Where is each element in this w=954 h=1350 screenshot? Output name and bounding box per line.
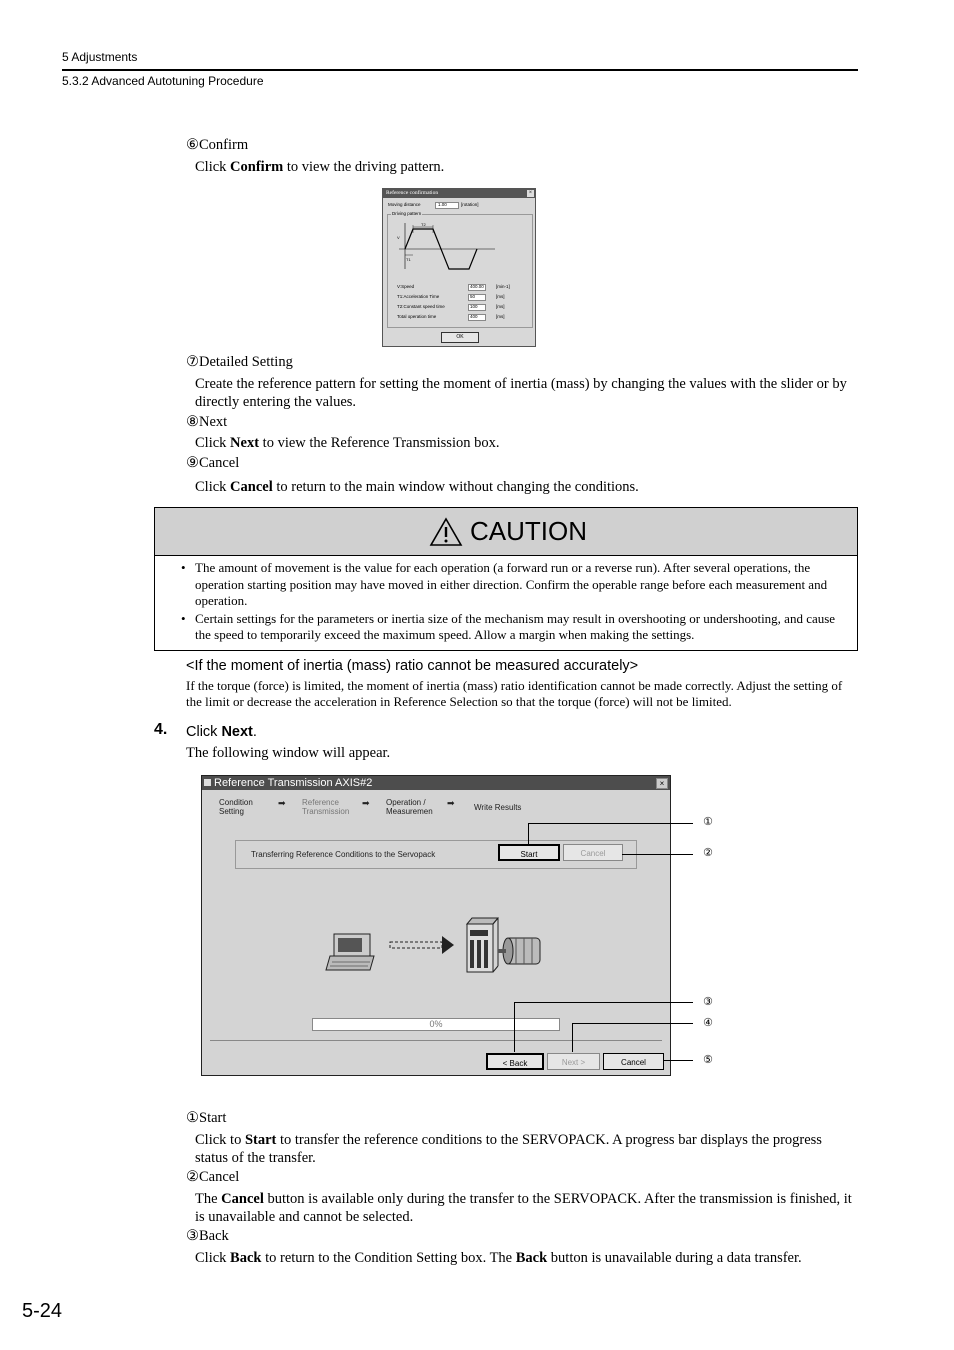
window-separator: [210, 1040, 662, 1041]
close-icon[interactable]: ×: [528, 190, 533, 196]
item-start-body: Click to Start to transfer the reference conditions to the SERVOPACK. A progress bar displays the progress status of the transfer.: [195, 1132, 822, 1166]
wizard-step-write-results: Write Results: [474, 803, 522, 812]
moving-distance-label: Moving distance: [388, 202, 421, 207]
speed-field[interactable]: 400.00: [468, 284, 486, 291]
svg-text:T2: T2: [421, 222, 426, 227]
cancel-button[interactable]: Cancel: [603, 1053, 664, 1070]
back-button[interactable]: < Back: [486, 1053, 544, 1070]
transfer-progress-bar: [312, 1018, 560, 1031]
constant-time-field[interactable]: 100: [468, 304, 486, 311]
caution-bullet: • The amount of movement is the value for each operation (a forward run or a reverse run). After several operations, the operation starting position may have moved in either direction. Confirm the operable range before each measurement and operation.: [181, 560, 851, 610]
callout-number: ②: [703, 846, 713, 859]
page-number: 5-24: [22, 1300, 63, 1322]
step-arrow-icon: ➡: [278, 798, 286, 808]
svg-text:V: V: [397, 235, 400, 240]
app-icon: [204, 779, 211, 786]
close-icon[interactable]: ×: [656, 778, 668, 789]
callout-number: ⑤: [703, 1053, 713, 1066]
caution-box: [154, 507, 858, 651]
item-next-heading: ⑧Next: [186, 414, 228, 430]
item-confirm-body: Click Confirm to view the driving pattern.: [195, 159, 445, 175]
item-detailed-setting-heading: ⑦Detailed Setting: [186, 354, 293, 370]
item-cancel2-body: The Cancel button is available only during the transfer to the SERVOPACK. After the transmission is finished, it is unavailable and cannot be selected.: [195, 1191, 852, 1225]
driving-pattern-label: Driving pattern: [392, 211, 422, 216]
moving-distance-unit: [rotation]: [461, 202, 479, 207]
item-cancel-heading: ⑨Cancel: [186, 455, 240, 471]
item-next-body: Click Next to view the Reference Transmission box.: [195, 435, 500, 451]
speed-unit: [min-1]: [496, 284, 510, 289]
step-instruction: Click Next.: [186, 724, 257, 740]
wizard-step-operation-measurement: Operation / Measuremen: [386, 798, 433, 816]
total-time-unit: [ms]: [496, 314, 505, 319]
next-button[interactable]: Next >: [547, 1053, 600, 1070]
progress-text: 0%: [429, 1019, 443, 1029]
start-button[interactable]: Start: [498, 844, 560, 861]
accel-time-label: T1:Acceleration Time: [397, 294, 440, 299]
constant-time-unit: [ms]: [496, 304, 505, 309]
item-start-heading: ①Start: [186, 1110, 227, 1126]
pc-to-servopack-illustration: [322, 916, 552, 976]
wizard-step-reference-transmission: Reference Transmission: [302, 798, 350, 816]
caution-bullet: • Certain settings for the parameters or inertia size of the mechanism may result in overshooting or undershooting, and cause the speed to temporarily exceed the maximum speed. Allow a margin when making the settings.: [181, 611, 851, 644]
caution-header: [155, 508, 857, 556]
reference-confirmation-dialog: [382, 188, 536, 347]
cancel-transfer-button[interactable]: Cancel: [563, 844, 623, 861]
wizard-step-condition-setting: Condition Setting: [219, 798, 253, 816]
step-description: The following window will appear.: [186, 745, 391, 761]
transfer-arrow-icon: [390, 936, 454, 954]
dialog-title: Reference confirmation: [383, 189, 535, 198]
accel-time-field[interactable]: 50: [468, 294, 486, 301]
servopack-icon: [467, 918, 498, 972]
moving-distance-field[interactable]: 1.00: [435, 202, 459, 209]
step-number: 4.: [154, 721, 168, 738]
step-arrow-icon: ➡: [447, 798, 455, 808]
running-header-chapter: 5 Adjustments: [62, 50, 138, 64]
subsection-body: If the torque (force) is limited, the moment of inertia (mass) ratio identification cannot be made correctly. Adjust the setting of the limit or decrease the acceleration in Reference Selection so that the torque (force) will not be limited.: [186, 678, 843, 709]
callout-line-2: [622, 854, 693, 855]
callout-line-1: [528, 823, 529, 845]
callout-line-1: [528, 823, 693, 824]
callout-line-3: [514, 1002, 693, 1003]
reference-transmission-window: [201, 775, 671, 1076]
svg-text:T1: T1: [406, 257, 411, 262]
callout-number: ④: [703, 1016, 713, 1029]
window-title: Reference Transmission AXIS#2: [202, 776, 670, 790]
callout-line-3: [514, 1002, 515, 1052]
callout-line-5: [664, 1060, 693, 1061]
ok-button[interactable]: OK: [441, 332, 479, 343]
running-header-section: 5.3.2 Advanced Autotuning Procedure: [62, 74, 264, 88]
total-time-field[interactable]: 400: [468, 314, 486, 321]
callout-line-4: [572, 1023, 573, 1052]
item-cancel-body: Click Cancel to return to the main window without changing the conditions.: [195, 479, 639, 495]
item-detailed-setting-body: Create the reference pattern for setting the moment of inertia (mass) by changing the values with the slider or by directly entering the values.: [195, 376, 847, 410]
motor-icon: [498, 938, 540, 964]
caution-list: [181, 560, 851, 645]
item-back-heading: ③Back: [186, 1228, 229, 1244]
subsection-heading: <If the moment of inertia (mass) ratio cannot be measured accurately>: [186, 658, 639, 674]
total-time-label: Total operation time: [397, 314, 437, 319]
item-back-body: Click Back to return to the Condition Setting box. The Back button is unavailable during a data transfer.: [195, 1250, 802, 1266]
transfer-status-text: Transferring Reference Conditions to the Servopack: [251, 850, 436, 859]
callout-line-4: [572, 1023, 693, 1024]
driving-pattern-graph: [391, 221, 501, 271]
header-rule: [62, 69, 858, 71]
speed-label: V:Speed: [397, 284, 415, 289]
item-confirm-heading: ⑥Confirm: [186, 137, 249, 153]
accel-time-unit: [ms]: [496, 294, 505, 299]
laptop-icon: [326, 934, 374, 970]
warning-triangle-icon: [429, 517, 463, 547]
constant-time-label: T2:Constant speed time: [397, 304, 445, 309]
caution-title: CAUTION: [470, 516, 587, 546]
callout-number: ③: [703, 995, 713, 1008]
item-cancel2-heading: ②Cancel: [186, 1169, 240, 1185]
step-arrow-icon: ➡: [362, 798, 370, 808]
callout-number: ①: [703, 815, 713, 828]
